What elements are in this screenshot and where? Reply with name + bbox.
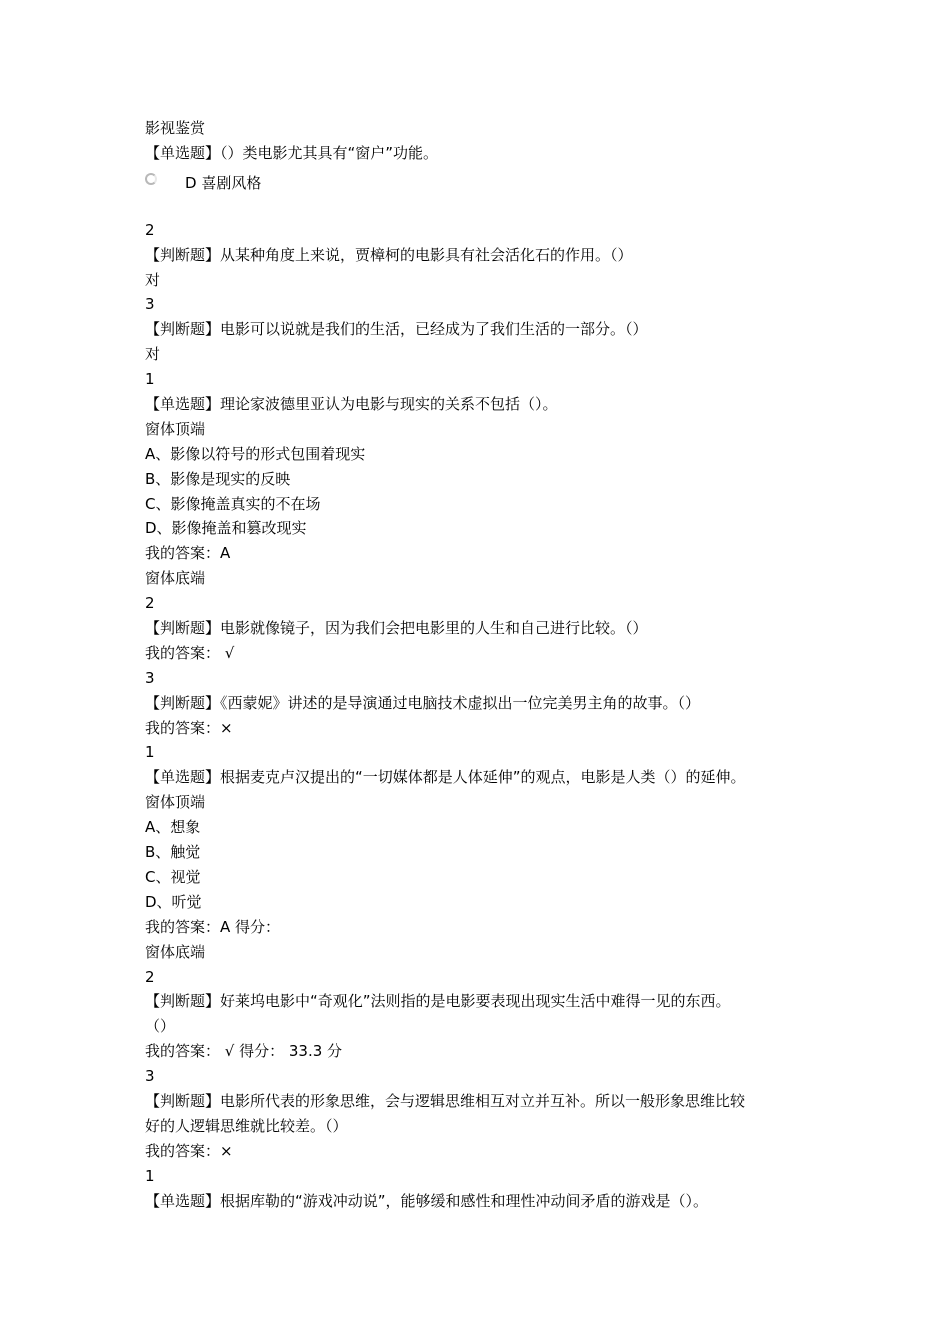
form-top-marker: 窗体顶端 — [145, 793, 206, 812]
my-answer: 我的答案： √ 得分： 33.3 分 — [145, 1042, 343, 1061]
question-text: 【判断题】《西蒙妮》讲述的是导演通过电脑技术虚拟出一位完美男主角的故事。（） — [145, 693, 701, 712]
answer-option-row[interactable] — [145, 170, 825, 210]
form-top-marker: 窗体顶端 — [145, 419, 206, 438]
option-d: D、影像掩盖和篡改现实 — [145, 519, 307, 538]
answer-text: 对 — [145, 270, 161, 289]
question-number: 3 — [145, 295, 155, 314]
answer-text: 对 — [145, 345, 161, 364]
question-number: 2 — [145, 967, 155, 986]
question-text: 【判断题】电影可以说就是我们的生活，已经成为了我们生活的一部分。（） — [145, 320, 648, 339]
my-answer: 我的答案：A 得分： — [145, 917, 281, 936]
option-c: C、影像掩盖真实的不在场 — [145, 494, 321, 513]
question-number: 2 — [145, 594, 155, 613]
question-number: 1 — [145, 743, 155, 762]
option-a: A、影像以符号的形式包围着现实 — [145, 444, 366, 463]
option-b: B、触觉 — [145, 843, 201, 862]
question-text: 【判断题】从某种角度上来说，贾樟柯的电影具有社会活化石的作用。（） — [145, 245, 633, 264]
question-number: 3 — [145, 1067, 155, 1086]
question-text: 【单选题】（）类电影尤其具有“窗户”功能。 — [145, 143, 439, 162]
my-answer: 我的答案：× — [145, 1141, 233, 1160]
spacer — [145, 210, 825, 218]
question-number: 1 — [145, 1166, 155, 1185]
document-title: 影视鉴赏 — [145, 119, 206, 137]
radio-button-icon[interactable] — [145, 173, 157, 185]
option-d: D、听觉 — [145, 892, 202, 911]
question-text: 【判断题】电影就像镜子，因为我们会把电影里的人生和自己进行比较。（） — [145, 619, 648, 638]
option-c: C、视觉 — [145, 867, 201, 886]
question-number: 1 — [145, 370, 155, 389]
question-number: 2 — [145, 220, 155, 239]
question-text: 【判断题】好莱坞电影中“奇观化”法则指的是电影要表现出现实生活中难得一见的东西。 — [145, 992, 731, 1011]
form-bottom-marker: 窗体底端 — [145, 569, 206, 588]
question-text: 【单选题】根据麦克卢汉提出的“一切媒体都是人体延伸”的观点，电影是人类（）的延伸。 — [145, 768, 746, 787]
my-answer: 我的答案：A — [145, 544, 231, 563]
answer-option-label: D 喜剧风格 — [185, 173, 262, 192]
my-answer: 我的答案： √ — [145, 643, 235, 662]
my-answer: 我的答案：× — [145, 718, 233, 737]
question-text-continued: 好的人逻辑思维就比较差。（） — [145, 1116, 348, 1135]
question-text-continued: （） — [145, 1017, 176, 1036]
question-text: 【判断题】电影所代表的形象思维，会与逻辑思维相互对立并互补。所以一般形象思维比较 — [145, 1091, 746, 1110]
option-a: A、想象 — [145, 818, 201, 837]
document-body — [145, 116, 825, 1213]
option-b: B、影像是现实的反映 — [145, 469, 291, 488]
question-number: 3 — [145, 668, 155, 687]
question-text: 【单选题】理论家波德里亚认为电影与现实的关系不包括（）。 — [145, 395, 558, 414]
form-bottom-marker: 窗体底端 — [145, 942, 206, 961]
question-text: 【单选题】根据库勒的“游戏冲动说”，能够缓和感性和理性冲动间矛盾的游戏是（）。 — [145, 1191, 709, 1210]
